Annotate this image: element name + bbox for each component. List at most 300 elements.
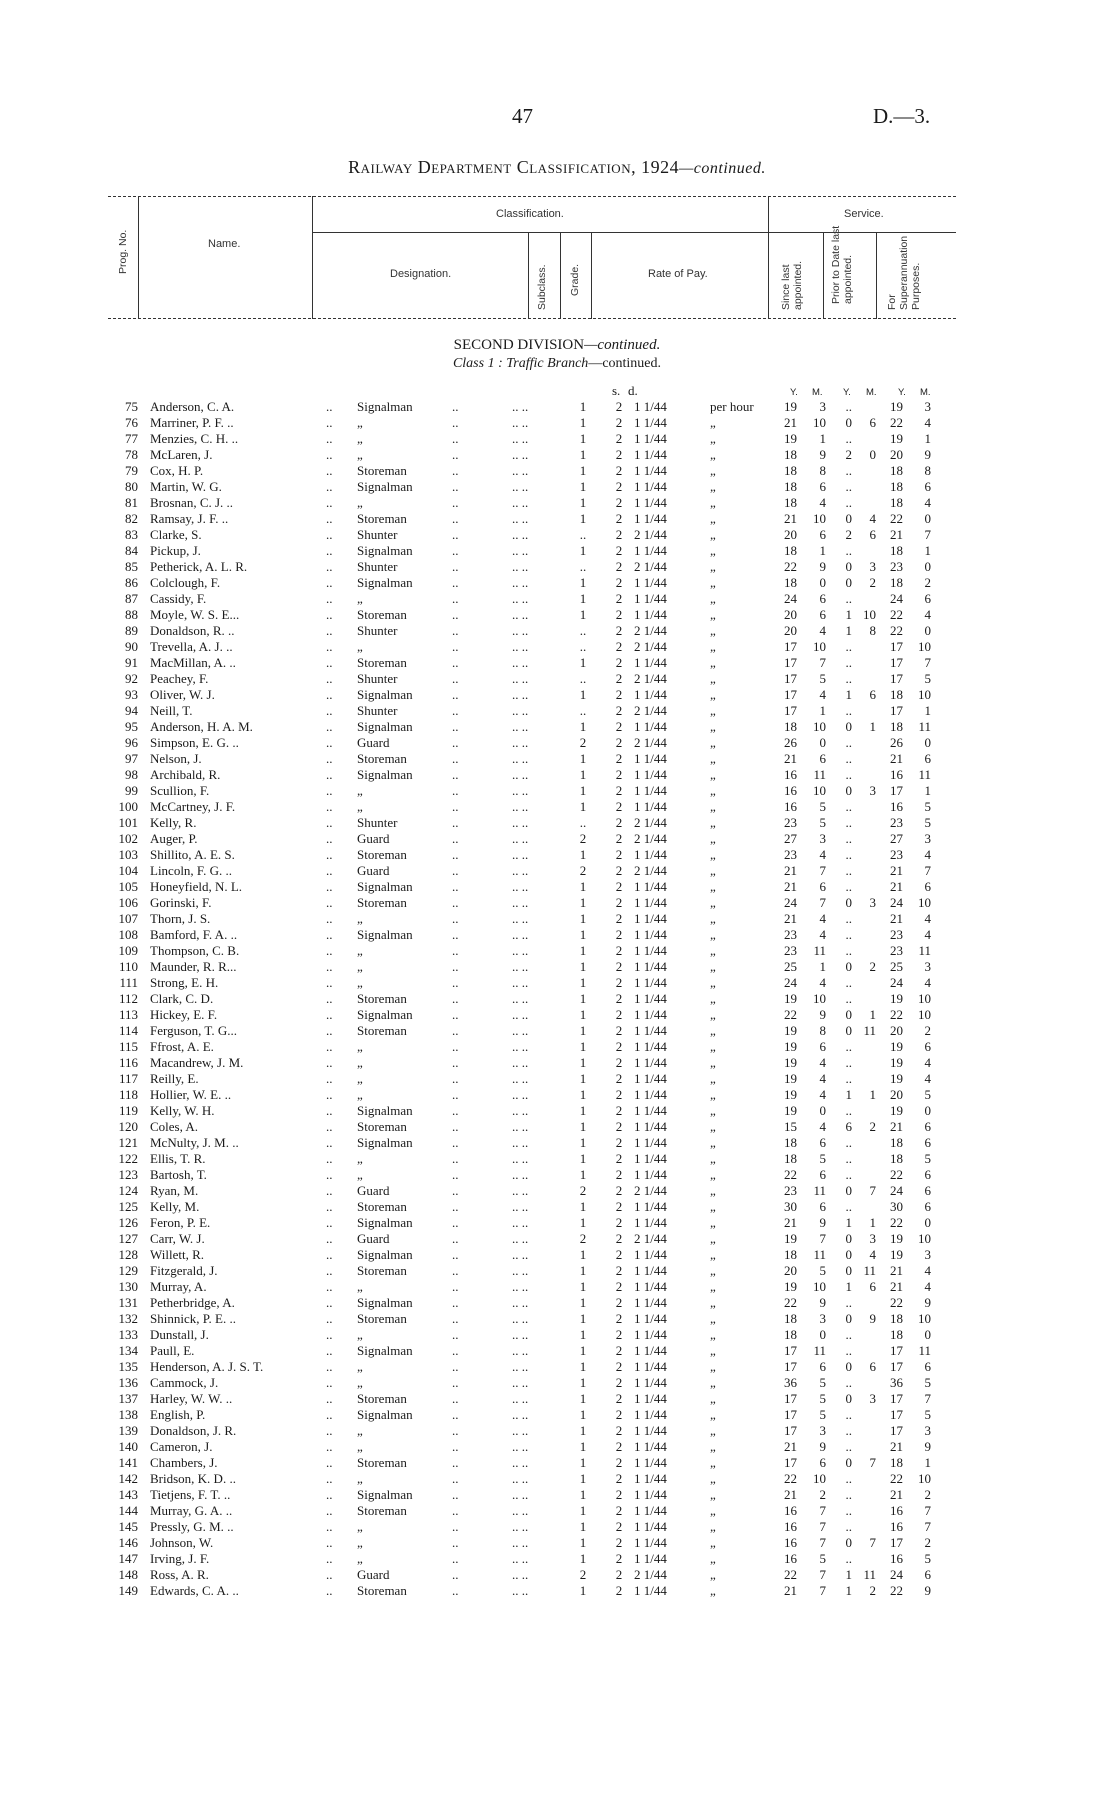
rate-cell: 1 1/44	[634, 463, 667, 478]
rate-period-cell: „	[710, 1327, 716, 1342]
designation-cell: Storeman	[357, 1311, 407, 1326]
prog-no-cell: 123	[118, 1167, 138, 1182]
rate-cell: 1 1/44	[634, 1327, 667, 1342]
prog-no-cell: 127	[118, 1231, 138, 1246]
prog-no-cell: 107	[118, 911, 138, 926]
designation-cell: Storeman	[357, 1023, 407, 1038]
leader-dots: ..	[452, 1231, 459, 1246]
rate-cell: 1 1/44	[634, 879, 667, 894]
leader-dots: .. ..	[512, 1567, 529, 1582]
leader-dots: ..	[452, 1023, 459, 1038]
name-cell: Shillito, A. E. S.	[150, 847, 235, 862]
header-superannuation: For Superannuation Purposes.	[886, 235, 922, 310]
prog-no-cell: 149	[118, 1583, 138, 1598]
rate-period-cell: „	[710, 719, 716, 734]
super-months-cell: 1	[924, 431, 931, 446]
title-main: Railway Department Classification, 1924	[348, 157, 680, 177]
rate-period-cell: „	[710, 847, 716, 862]
prog-no-cell: 102	[118, 831, 138, 846]
since-years-cell: 15	[784, 1119, 797, 1134]
leader-dots: ..	[326, 511, 333, 526]
leader-dots: ..	[326, 943, 333, 958]
super-months-cell: 1	[924, 703, 931, 718]
rate-cell: 1 1/44	[634, 1039, 667, 1054]
prior-years-cell: ..	[845, 911, 852, 926]
leader-dots: ..	[326, 1359, 333, 1374]
prog-no-cell: 125	[118, 1199, 138, 1214]
super-months-cell: 3	[924, 1423, 931, 1438]
name-cell: Kelly, M.	[150, 1199, 200, 1214]
leader-dots: ..	[452, 1551, 459, 1566]
since-years-cell: 18	[784, 719, 797, 734]
prior-years-cell: ..	[845, 943, 852, 958]
leader-dots: ..	[452, 1007, 459, 1022]
grade-cell: 2	[615, 495, 623, 510]
since-months-cell: 3	[819, 399, 826, 414]
since-years-cell: 17	[784, 1359, 797, 1374]
super-years-cell: 19	[890, 399, 903, 414]
super-years-cell: 24	[890, 1183, 903, 1198]
leader-dots: .. ..	[512, 591, 529, 606]
since-months-cell: 7	[819, 655, 826, 670]
super-years-cell: 18	[890, 687, 903, 702]
grade-cell: 2	[615, 863, 623, 878]
rate-cell: 1 1/44	[634, 399, 667, 414]
since-months-cell: 0	[819, 735, 826, 750]
rate-period-cell: „	[710, 1391, 716, 1406]
designation-cell: Shunter	[357, 703, 398, 718]
name-cell: Lincoln, F. G. ..	[150, 863, 233, 878]
name-cell: Pressly, G. M. ..	[150, 1519, 234, 1534]
leader-dots: .. ..	[512, 1231, 529, 1246]
subclass-cell: 1	[579, 1359, 587, 1374]
subclass-cell: 2	[579, 831, 587, 846]
grade-cell: 2	[615, 1583, 623, 1598]
leader-dots: ..	[326, 1519, 333, 1534]
name-cell: Donaldson, J. R.	[150, 1423, 237, 1438]
leader-dots: .. ..	[512, 1375, 529, 1390]
rate-cell: 2 1/44	[634, 527, 667, 542]
rate-cell: 1 1/44	[634, 655, 667, 670]
super-years-cell: 16	[890, 1519, 903, 1534]
name-cell: Shinnick, P. E. ..	[150, 1311, 236, 1326]
designation-cell: „	[357, 1375, 363, 1390]
table-row	[0, 703, 1114, 719]
subclass-cell: ..	[579, 671, 587, 686]
subclass-cell: ..	[579, 623, 587, 638]
since-months-cell: 8	[819, 463, 826, 478]
rate-period-cell: „	[710, 1487, 716, 1502]
leader-dots: ..	[326, 1119, 333, 1134]
super-months-cell: 10	[918, 687, 931, 702]
since-years-cell: 17	[784, 639, 797, 654]
since-years-cell: 17	[784, 1391, 797, 1406]
since-years-cell: 21	[784, 1439, 797, 1454]
since-years-cell: 19	[784, 1231, 797, 1246]
prog-no-cell: 90	[125, 639, 138, 654]
table-row	[0, 687, 1114, 703]
rate-period-cell: „	[710, 1023, 716, 1038]
grade-cell: 2	[615, 911, 623, 926]
table-row	[0, 991, 1114, 1007]
grade-cell: 2	[615, 1215, 623, 1230]
prior-months-cell: 6	[869, 687, 876, 702]
name-cell: Bridson, K. D. ..	[150, 1471, 236, 1486]
rate-period-cell: „	[710, 1167, 716, 1182]
super-years-cell: 24	[890, 895, 903, 910]
super-months-cell: 4	[924, 1279, 931, 1294]
super-years-cell: 19	[890, 1231, 903, 1246]
leader-dots: ..	[452, 1375, 459, 1390]
header-grade: Grade.	[569, 263, 581, 296]
subclass-cell: 1	[579, 447, 587, 462]
leader-dots: ..	[452, 1583, 459, 1598]
since-months-cell: 6	[819, 879, 826, 894]
super-months-cell: 9	[924, 447, 931, 462]
prior-months-cell: 2	[869, 1119, 876, 1134]
leader-dots: ..	[326, 1295, 333, 1310]
name-cell: Coles, A.	[150, 1119, 199, 1134]
subclass-cell: 1	[579, 1135, 587, 1150]
page-number: 47	[512, 104, 533, 128]
leader-dots: .. ..	[512, 719, 529, 734]
subclass-cell: 1	[579, 1199, 587, 1214]
leader-dots: ..	[326, 495, 333, 510]
name-cell: Anderson, H. A. M.	[150, 719, 253, 734]
grade-cell: 2	[615, 703, 623, 718]
rate-cell: 1 1/44	[634, 1279, 667, 1294]
table-row	[0, 1567, 1114, 1583]
prior-months-cell: 6	[869, 527, 876, 542]
prior-years-cell: ..	[845, 815, 852, 830]
since-months-cell: 4	[819, 1087, 826, 1102]
leader-dots: ..	[452, 591, 459, 606]
table-row	[0, 1119, 1114, 1135]
rate-cell: 2 1/44	[634, 559, 667, 574]
rate-period-cell: „	[710, 1119, 716, 1134]
prog-no-cell: 89	[125, 623, 138, 638]
subclass-cell: 1	[579, 1455, 587, 1470]
since-months-cell: 0	[819, 1103, 826, 1118]
super-months-cell: 6	[924, 1119, 931, 1134]
prog-no-cell: 112	[118, 991, 138, 1006]
subclass-cell: 1	[579, 1039, 587, 1054]
prior-months-cell: 3	[869, 559, 876, 574]
rate-period-cell: „	[710, 1343, 716, 1358]
table-row	[0, 1247, 1114, 1263]
prog-no-cell: 138	[118, 1407, 138, 1422]
prior-months-cell: 6	[869, 415, 876, 430]
prior-years-cell: ..	[845, 1039, 852, 1054]
leader-dots: .. ..	[512, 735, 529, 750]
grade-cell: 2	[615, 623, 623, 638]
since-months-cell: 4	[819, 911, 826, 926]
table-row	[0, 959, 1114, 975]
rate-cell: 1 1/44	[634, 751, 667, 766]
rate-period-cell: „	[710, 1455, 716, 1470]
super-months-cell: 5	[924, 799, 931, 814]
subclass-cell: 1	[579, 895, 587, 910]
leader-dots: ..	[452, 751, 459, 766]
leader-dots: ..	[452, 831, 459, 846]
subclass-cell: 1	[579, 1343, 587, 1358]
super-years-cell: 16	[890, 1503, 903, 1518]
name-cell: Hickey, E. F.	[150, 1007, 218, 1022]
grade-cell: 2	[615, 639, 623, 654]
rate-cell: 1 1/44	[634, 479, 667, 494]
prog-no-cell: 78	[125, 447, 138, 462]
prog-no-cell: 145	[118, 1519, 138, 1534]
leader-dots: .. ..	[512, 687, 529, 702]
leader-dots: .. ..	[512, 447, 529, 462]
prog-no-cell: 116	[118, 1055, 138, 1070]
prior-years-cell: ..	[845, 991, 852, 1006]
rate-period-cell: „	[710, 1583, 716, 1598]
designation-cell: „	[357, 1471, 363, 1486]
subclass-cell: 1	[579, 767, 587, 782]
since-months-cell: 7	[819, 863, 826, 878]
super-months-cell: 7	[924, 655, 931, 670]
since-months-cell: 6	[819, 1455, 826, 1470]
table-row	[0, 1583, 1114, 1599]
rate-period-cell: „	[710, 447, 716, 462]
grade-cell: 2	[615, 1343, 623, 1358]
leader-dots: ..	[452, 463, 459, 478]
rate-period-cell: „	[710, 1439, 716, 1454]
leader-dots: ..	[452, 1263, 459, 1278]
prog-no-cell: 105	[118, 879, 138, 894]
prior-months-cell: 4	[869, 511, 876, 526]
rate-cell: 1 1/44	[634, 1087, 667, 1102]
table-row	[0, 1215, 1114, 1231]
since-years-cell: 23	[784, 927, 797, 942]
subclass-cell: 1	[579, 1391, 587, 1406]
super-months-cell: 0	[924, 1103, 931, 1118]
prior-months-cell: 8	[869, 623, 876, 638]
rate-cell: 1 1/44	[634, 511, 667, 526]
name-cell: Willett, R.	[150, 1247, 204, 1262]
super-years-cell: 22	[890, 1295, 903, 1310]
leader-dots: ..	[326, 719, 333, 734]
designation-cell: „	[357, 1279, 363, 1294]
table-row	[0, 767, 1114, 783]
grade-cell: 2	[615, 1087, 623, 1102]
prog-no-cell: 130	[118, 1279, 138, 1294]
leader-dots: ..	[326, 479, 333, 494]
super-months-cell: 5	[924, 1151, 931, 1166]
since-years-cell: 18	[784, 479, 797, 494]
table-row	[0, 1263, 1114, 1279]
leader-dots: ..	[452, 511, 459, 526]
rate-period-cell: „	[710, 751, 716, 766]
designation-cell: Signalman	[357, 1295, 413, 1310]
super-years-cell: 23	[890, 927, 903, 942]
designation-cell: „	[357, 495, 363, 510]
leader-dots: ..	[326, 591, 333, 606]
super-months-cell: 6	[924, 1567, 931, 1582]
leader-dots: ..	[452, 1503, 459, 1518]
since-months-cell: 10	[813, 1471, 826, 1486]
prior-years-cell: ..	[845, 1199, 852, 1214]
name-cell: Archibald, R.	[150, 767, 221, 782]
table-row	[0, 1343, 1114, 1359]
designation-cell: „	[357, 1087, 363, 1102]
since-years-cell: 21	[784, 751, 797, 766]
leader-dots: ..	[326, 527, 333, 542]
super-months-cell: 10	[918, 991, 931, 1006]
grade-cell: 2	[615, 511, 623, 526]
name-cell: Cox, H. P.	[150, 463, 204, 478]
leader-dots: .. ..	[512, 1167, 529, 1182]
leader-dots: ..	[452, 1343, 459, 1358]
super-months-cell: 7	[924, 863, 931, 878]
since-years-cell: 22	[784, 1567, 797, 1582]
super-years-cell: 18	[890, 1327, 903, 1342]
header-bottom-rule	[108, 318, 956, 320]
prog-no-cell: 104	[118, 863, 138, 878]
since-years-cell: 21	[784, 879, 797, 894]
since-years-cell: 17	[784, 1343, 797, 1358]
subclass-cell: 1	[579, 1503, 587, 1518]
name-cell: Peachey, F.	[150, 671, 209, 686]
header-top-rule	[108, 196, 956, 198]
since-months-cell: 6	[819, 607, 826, 622]
since-months-cell: 5	[819, 671, 826, 686]
super-years-cell: 23	[890, 559, 903, 574]
leader-dots: ..	[326, 655, 333, 670]
leader-dots: .. ..	[512, 607, 529, 622]
leader-dots: ..	[452, 607, 459, 622]
leader-dots: ..	[452, 1215, 459, 1230]
prior-years-cell: ..	[845, 671, 852, 686]
rate-cell: 1 1/44	[634, 687, 667, 702]
since-years-cell: 30	[784, 1199, 797, 1214]
leader-dots: ..	[326, 1455, 333, 1470]
grade-cell: 2	[615, 527, 623, 542]
since-months-cell: 1	[819, 543, 826, 558]
rate-cell: 1 1/44	[634, 959, 667, 974]
super-months-cell: 7	[924, 527, 931, 542]
subclass-cell: 1	[579, 847, 587, 862]
grade-cell: 2	[615, 1119, 623, 1134]
leader-dots: .. ..	[512, 943, 529, 958]
subclass-cell: ..	[579, 639, 587, 654]
super-months-cell: 0	[924, 559, 931, 574]
leader-dots: ..	[452, 1407, 459, 1422]
super-months-cell: 6	[924, 1359, 931, 1374]
leader-dots: .. ..	[512, 575, 529, 590]
subclass-cell: 1	[579, 911, 587, 926]
since-months-cell: 6	[819, 527, 826, 542]
since-months-cell: 4	[819, 1119, 826, 1134]
designation-cell: „	[357, 1519, 363, 1534]
prog-no-cell: 108	[118, 927, 138, 942]
leader-dots: .. ..	[512, 1503, 529, 1518]
name-cell: Strong, E. H.	[150, 975, 219, 990]
leader-dots: .. ..	[512, 799, 529, 814]
super-months-cell: 0	[924, 511, 931, 526]
grade-cell: 2	[615, 879, 623, 894]
designation-cell: „	[357, 591, 363, 606]
prior-months-cell: 6	[869, 1359, 876, 1374]
rate-cell: 1 1/44	[634, 1471, 667, 1486]
rate-cell: 1 1/44	[634, 1455, 667, 1470]
rate-cell: 1 1/44	[634, 447, 667, 462]
leader-dots: ..	[452, 1471, 459, 1486]
rate-period-cell: „	[710, 1263, 716, 1278]
leader-dots: ..	[452, 687, 459, 702]
super-years-cell: 21	[890, 751, 903, 766]
prior-months-cell: 3	[869, 895, 876, 910]
grade-cell: 2	[615, 1359, 623, 1374]
header-prior-to: Prior to Date last appointed.	[830, 225, 854, 304]
rate-cell: 2 1/44	[634, 1183, 667, 1198]
leader-dots: ..	[326, 1471, 333, 1486]
table-row	[0, 575, 1114, 591]
rate-cell: 1 1/44	[634, 943, 667, 958]
leader-dots: ..	[326, 1151, 333, 1166]
since-years-cell: 17	[784, 687, 797, 702]
super-years-cell: 19	[890, 1071, 903, 1086]
table-row	[0, 607, 1114, 623]
super-months-cell: 10	[918, 895, 931, 910]
since-years-cell: 23	[784, 943, 797, 958]
rate-cell: 1 1/44	[634, 1375, 667, 1390]
prior-years-cell: ..	[845, 863, 852, 878]
grade-cell: 2	[615, 1519, 623, 1534]
designation-cell: Storeman	[357, 655, 407, 670]
rate-cell: 1 1/44	[634, 1343, 667, 1358]
since-years-cell: 19	[784, 1279, 797, 1294]
leader-dots: ..	[326, 1087, 333, 1102]
super-months-cell: 9	[924, 1583, 931, 1598]
rate-period-cell: „	[710, 463, 716, 478]
name-cell: McCartney, J. F.	[150, 799, 236, 814]
rate-period-cell: „	[710, 415, 716, 430]
rate-period-cell: „	[710, 511, 716, 526]
name-cell: Macandrew, J. M.	[150, 1055, 244, 1070]
leader-dots: .. ..	[512, 639, 529, 654]
prog-no-cell: 86	[125, 575, 138, 590]
prog-no-cell: 141	[118, 1455, 138, 1470]
leader-dots: ..	[326, 463, 333, 478]
prog-no-cell: 117	[118, 1071, 138, 1086]
prior-years-cell: ..	[845, 1103, 852, 1118]
leader-dots: .. ..	[512, 1023, 529, 1038]
super-years-cell: 18	[890, 1151, 903, 1166]
grade-cell: 2	[615, 1007, 623, 1022]
since-months-cell: 5	[819, 1151, 826, 1166]
prior-years-cell: ..	[845, 799, 852, 814]
grade-cell: 2	[615, 575, 623, 590]
name-cell: Murray, G. A. ..	[150, 1503, 233, 1518]
since-years-cell: 16	[784, 783, 797, 798]
prior-years-cell: ..	[845, 879, 852, 894]
prior-years-cell: 0	[845, 1231, 852, 1246]
leader-dots: .. ..	[512, 463, 529, 478]
header-divider-name	[312, 196, 313, 319]
super-years-cell: 17	[890, 671, 903, 686]
table-row	[0, 927, 1114, 943]
unit-years-since: Y.	[790, 387, 798, 398]
leader-dots: ..	[326, 1375, 333, 1390]
leader-dots: ..	[326, 879, 333, 894]
since-years-cell: 18	[784, 1247, 797, 1262]
rate-cell: 1 1/44	[634, 719, 667, 734]
leader-dots: ..	[326, 415, 333, 430]
prior-years-cell: ..	[845, 735, 852, 750]
rate-period-cell: „	[710, 1471, 716, 1486]
